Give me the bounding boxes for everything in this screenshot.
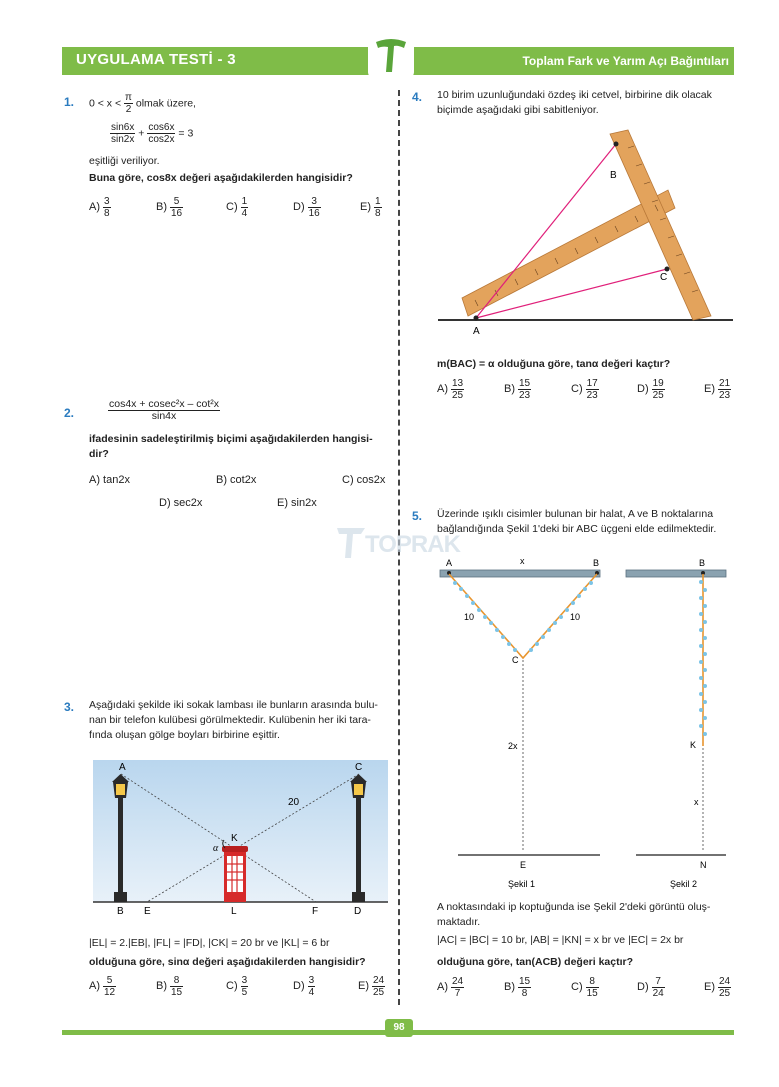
option-denominator: 7 bbox=[454, 988, 461, 999]
option-numerator: 8 bbox=[170, 975, 183, 987]
fig2-label-N: N bbox=[700, 860, 707, 870]
label-K: K bbox=[231, 833, 238, 844]
fig1-label-x: x bbox=[520, 556, 525, 566]
option-numerator: 5 bbox=[170, 196, 183, 208]
option-denominator: 23 bbox=[586, 390, 598, 401]
option-denominator: 25 bbox=[719, 988, 731, 999]
option-denominator: 25 bbox=[652, 390, 664, 401]
q2-question-line1: ifadesinin sadeleştirilmiş biçimi aşağıdakilerden hangisi- bbox=[89, 433, 373, 445]
q1-condition bbox=[89, 92, 196, 115]
option-denominator: 24 bbox=[652, 988, 664, 999]
option-fraction bbox=[103, 196, 111, 219]
option-denominator: 25 bbox=[373, 987, 385, 998]
option-fraction bbox=[586, 378, 599, 401]
q1-equation bbox=[110, 122, 193, 145]
phone-booth bbox=[222, 846, 248, 902]
q5-option-c[interactable] bbox=[571, 976, 599, 999]
fig1-label-A: A bbox=[446, 558, 453, 568]
label-B: B bbox=[117, 906, 124, 917]
option-fraction bbox=[308, 975, 316, 998]
option-denominator: 25 bbox=[452, 390, 464, 401]
option-numerator: 1 bbox=[241, 196, 248, 207]
point-C bbox=[665, 267, 670, 272]
q1-cond-post: olmak üzere, bbox=[135, 97, 196, 110]
q3-option-b[interactable] bbox=[156, 975, 183, 998]
q3-option-d[interactable] bbox=[293, 975, 315, 998]
q2-option-a[interactable]: A) tan2x bbox=[89, 474, 130, 486]
q1-plus: + bbox=[138, 127, 145, 140]
label-20: 20 bbox=[288, 797, 300, 808]
option-fraction bbox=[451, 378, 464, 401]
test-title: UYGULAMA TESTİ - 3 bbox=[76, 51, 236, 68]
q1-f2-den: cos2x bbox=[148, 134, 175, 145]
q5-figure bbox=[430, 552, 730, 892]
option-fraction bbox=[241, 196, 249, 219]
option-denominator: 15 bbox=[586, 988, 598, 999]
q5-option-a[interactable] bbox=[437, 976, 464, 999]
option-denominator: 5 bbox=[241, 987, 248, 998]
q5-text2-line1: A noktasındaki ip koptuğunda ise Şekil 2'deki görüntü oluş- bbox=[437, 901, 711, 913]
q1-cond-pre: 0 < x < bbox=[89, 97, 122, 110]
option-label: C) bbox=[226, 980, 238, 993]
q5-text-line1: Üzerinde ışıklı cisimler bulunan bir halat, A ve B noktalarına bbox=[437, 508, 714, 520]
option-denominator: 8 bbox=[375, 208, 381, 219]
option-denominator: 12 bbox=[104, 987, 116, 998]
label-L: L bbox=[231, 906, 237, 917]
q1-f1-num: sin6x bbox=[111, 122, 135, 133]
q1-f2-num: cos6x bbox=[148, 122, 175, 133]
option-label: E) bbox=[704, 981, 715, 994]
option-fraction bbox=[518, 378, 531, 401]
q4-option-e[interactable] bbox=[704, 378, 731, 401]
option-label: B) bbox=[156, 980, 167, 993]
q2-expression bbox=[108, 399, 220, 422]
option-numerator: 19 bbox=[652, 378, 664, 389]
option-numerator: 3 bbox=[241, 975, 248, 986]
fig2-caption: Şekil 2 bbox=[670, 879, 698, 889]
q5-option-d[interactable] bbox=[637, 976, 665, 999]
option-label: A) bbox=[89, 980, 100, 993]
option-label: C) bbox=[571, 981, 583, 994]
option-label: B) bbox=[504, 383, 515, 396]
q1-given: eşitliği veriliyor. bbox=[89, 155, 160, 167]
option-fraction bbox=[103, 975, 116, 998]
option-denominator: 8 bbox=[521, 988, 528, 999]
option-fraction bbox=[586, 976, 599, 999]
option-denominator: 23 bbox=[519, 390, 531, 401]
q1-frac1 bbox=[110, 122, 135, 145]
q1-f1-den: sin2x bbox=[111, 134, 135, 145]
option-label: D) bbox=[293, 201, 305, 214]
q4-question: m(BAC) = α olduğuna göre, tanα değeri kaçtır? bbox=[437, 358, 671, 370]
q1-eq: = 3 bbox=[178, 127, 194, 140]
option-numerator: 13 bbox=[452, 378, 464, 389]
q3-text-line3: fında oluşan gölge boyları birbirine eşittir. bbox=[89, 729, 280, 741]
q4-label-B: B bbox=[610, 170, 617, 181]
option-denominator: 16 bbox=[308, 208, 320, 219]
q2-option-e[interactable]: E) sin2x bbox=[277, 497, 317, 509]
topic-title: Toplam Fark ve Yarım Açı Bağıntıları bbox=[522, 54, 729, 68]
q3-option-c[interactable] bbox=[226, 975, 248, 998]
q4-option-d[interactable] bbox=[637, 378, 665, 401]
q5-question: olduğuna göre, tan(ACB) değeri kaçtır? bbox=[437, 956, 634, 968]
q3-given: |EL| = 2.|EB|, |FL| = |FD|, |CK| = 20 br ve |KL| = 6 br bbox=[89, 937, 330, 949]
q4-option-c[interactable] bbox=[571, 378, 599, 401]
label-E: E bbox=[144, 906, 151, 917]
q4-label-C: C bbox=[660, 272, 668, 283]
option-numerator: 15 bbox=[519, 378, 531, 389]
option-label: B) bbox=[504, 981, 515, 994]
fig1-caption: Şekil 1 bbox=[508, 879, 536, 889]
option-numerator: 3 bbox=[104, 196, 110, 207]
option-label: A) bbox=[437, 383, 448, 396]
option-label: A) bbox=[437, 981, 448, 994]
option-fraction bbox=[718, 378, 731, 401]
label-F: F bbox=[312, 906, 319, 917]
option-denominator: 4 bbox=[241, 208, 248, 219]
option-label: E) bbox=[358, 980, 369, 993]
q2-expr-den: sin4x bbox=[151, 410, 177, 422]
option-denominator: 15 bbox=[171, 987, 183, 998]
option-fraction bbox=[170, 196, 183, 219]
q5-number: 5. bbox=[412, 509, 423, 523]
label-D: D bbox=[354, 906, 362, 917]
option-fraction bbox=[308, 196, 321, 219]
q1-cond-den: 2 bbox=[125, 104, 132, 115]
option-numerator: 7 bbox=[652, 976, 665, 988]
q5-option-b[interactable] bbox=[504, 976, 531, 999]
option-fraction bbox=[652, 976, 665, 999]
option-label: C) bbox=[226, 201, 238, 214]
q5-option-e[interactable] bbox=[704, 976, 731, 999]
option-fraction bbox=[241, 975, 249, 998]
q1-option-d[interactable] bbox=[293, 196, 321, 219]
option-fraction bbox=[518, 976, 531, 999]
option-label: E) bbox=[704, 383, 715, 396]
q3-option-e[interactable] bbox=[358, 975, 385, 998]
svg-text:TOPRAK: TOPRAK bbox=[365, 531, 460, 558]
option-fraction bbox=[374, 196, 382, 219]
q1-option-c[interactable] bbox=[226, 196, 248, 219]
q1-cond-num: π bbox=[125, 92, 132, 103]
q5-text-line2: bağlandığında Şekil 1'deki bir ABC üçgeni elde edilmektedir. bbox=[437, 523, 717, 535]
fig2-label-K: K bbox=[690, 740, 697, 750]
q3-text-line1: Aşağıdaki şekilde iki sokak lambası ile bunların arasında bulu- bbox=[89, 699, 378, 711]
q2-option-c[interactable]: C) cos2x bbox=[342, 474, 386, 486]
q3-option-a[interactable] bbox=[89, 975, 116, 998]
option-fraction bbox=[372, 975, 385, 998]
q2-frac bbox=[108, 399, 220, 422]
fig1-label-2x: 2x bbox=[508, 741, 518, 751]
q4-option-b[interactable] bbox=[504, 378, 531, 401]
fig1-label-B: B bbox=[593, 558, 600, 568]
q2-option-d[interactable]: D) sec2x bbox=[159, 497, 203, 509]
q1-cond-frac bbox=[124, 92, 133, 115]
q2-number: 2. bbox=[64, 406, 75, 420]
option-label: E) bbox=[360, 201, 371, 214]
q1-option-a[interactable] bbox=[89, 196, 111, 219]
option-fraction bbox=[170, 975, 183, 998]
option-numerator: 15 bbox=[519, 976, 531, 987]
fig1-label-10-right: 10 bbox=[570, 612, 581, 622]
option-denominator: 4 bbox=[308, 987, 315, 998]
option-numerator: 3 bbox=[308, 975, 315, 986]
option-fraction bbox=[451, 976, 464, 999]
label-C: C bbox=[355, 762, 363, 773]
q3-question: olduğuna göre, sinα değeri aşağıdakilerden hangisidir? bbox=[89, 956, 366, 968]
option-numerator: 17 bbox=[586, 378, 598, 389]
publisher-logo bbox=[368, 32, 414, 78]
q4-figure bbox=[438, 128, 733, 338]
option-numerator: 24 bbox=[719, 976, 731, 987]
page-number: 98 bbox=[385, 1019, 413, 1037]
option-label: A) bbox=[89, 201, 100, 214]
fig2-bar bbox=[626, 570, 726, 577]
point-B bbox=[614, 142, 619, 147]
q3-number: 3. bbox=[64, 700, 75, 714]
fig2-label-x: x bbox=[694, 797, 699, 807]
option-numerator: 1 bbox=[375, 196, 381, 207]
fig1-bar bbox=[440, 570, 600, 577]
fig1-label-C: C bbox=[512, 655, 519, 665]
fig2-label-B: B bbox=[699, 558, 706, 568]
option-numerator: 5 bbox=[103, 975, 116, 987]
q1-option-b[interactable] bbox=[156, 196, 183, 219]
q1-number: 1. bbox=[64, 95, 75, 109]
q1-option-e[interactable] bbox=[360, 196, 382, 219]
option-fraction bbox=[718, 976, 731, 999]
option-label: D) bbox=[293, 980, 305, 993]
q2-option-b[interactable]: B) cot2x bbox=[216, 474, 257, 486]
option-numerator: 24 bbox=[452, 976, 464, 987]
option-numerator: 24 bbox=[373, 975, 385, 986]
label-alpha: α bbox=[213, 843, 219, 854]
q2-question-line2: dir? bbox=[89, 448, 109, 460]
option-label: D) bbox=[637, 383, 649, 396]
q4-text-line2: biçimde aşağıdaki gibi sabitleniyor. bbox=[437, 104, 599, 116]
q4-option-a[interactable] bbox=[437, 378, 464, 401]
fig1-label-E: E bbox=[520, 860, 527, 870]
option-numerator: 21 bbox=[719, 378, 731, 389]
point-A bbox=[474, 316, 479, 321]
option-numerator: 3 bbox=[308, 196, 321, 208]
option-denominator: 16 bbox=[171, 208, 183, 219]
q5-text2-line2: maktadır. bbox=[437, 916, 481, 928]
label-A: A bbox=[119, 762, 126, 773]
q4-label-A: A bbox=[473, 326, 480, 337]
option-label: D) bbox=[637, 981, 649, 994]
q2-expr-num: cos4x + cosec²x – cot²x bbox=[109, 398, 219, 410]
fig1-label-10-left: 10 bbox=[464, 612, 475, 622]
q3-text-line2: nan bir telefon kulübesi görülmektedir. Kulübenin her iki tara- bbox=[89, 714, 371, 726]
option-denominator: 23 bbox=[719, 390, 731, 401]
q5-given: |AC| = |BC| = 10 br, |AB| = |KN| = x br ve |EC| = 2x br bbox=[437, 934, 684, 946]
option-label: C) bbox=[571, 383, 583, 396]
q1-question: Buna göre, cos8x değeri aşağıdakilerden hangisidir? bbox=[89, 172, 353, 184]
option-denominator: 8 bbox=[104, 208, 110, 219]
option-fraction bbox=[652, 378, 665, 401]
q1-frac2 bbox=[147, 122, 175, 145]
q3-figure bbox=[93, 760, 388, 918]
q4-text-line1: 10 birim uzunluğundaki özdeş iki cetvel, birbirine dik olacak bbox=[437, 89, 712, 101]
option-numerator: 8 bbox=[586, 976, 599, 988]
option-label: B) bbox=[156, 201, 167, 214]
q4-number: 4. bbox=[412, 90, 423, 104]
